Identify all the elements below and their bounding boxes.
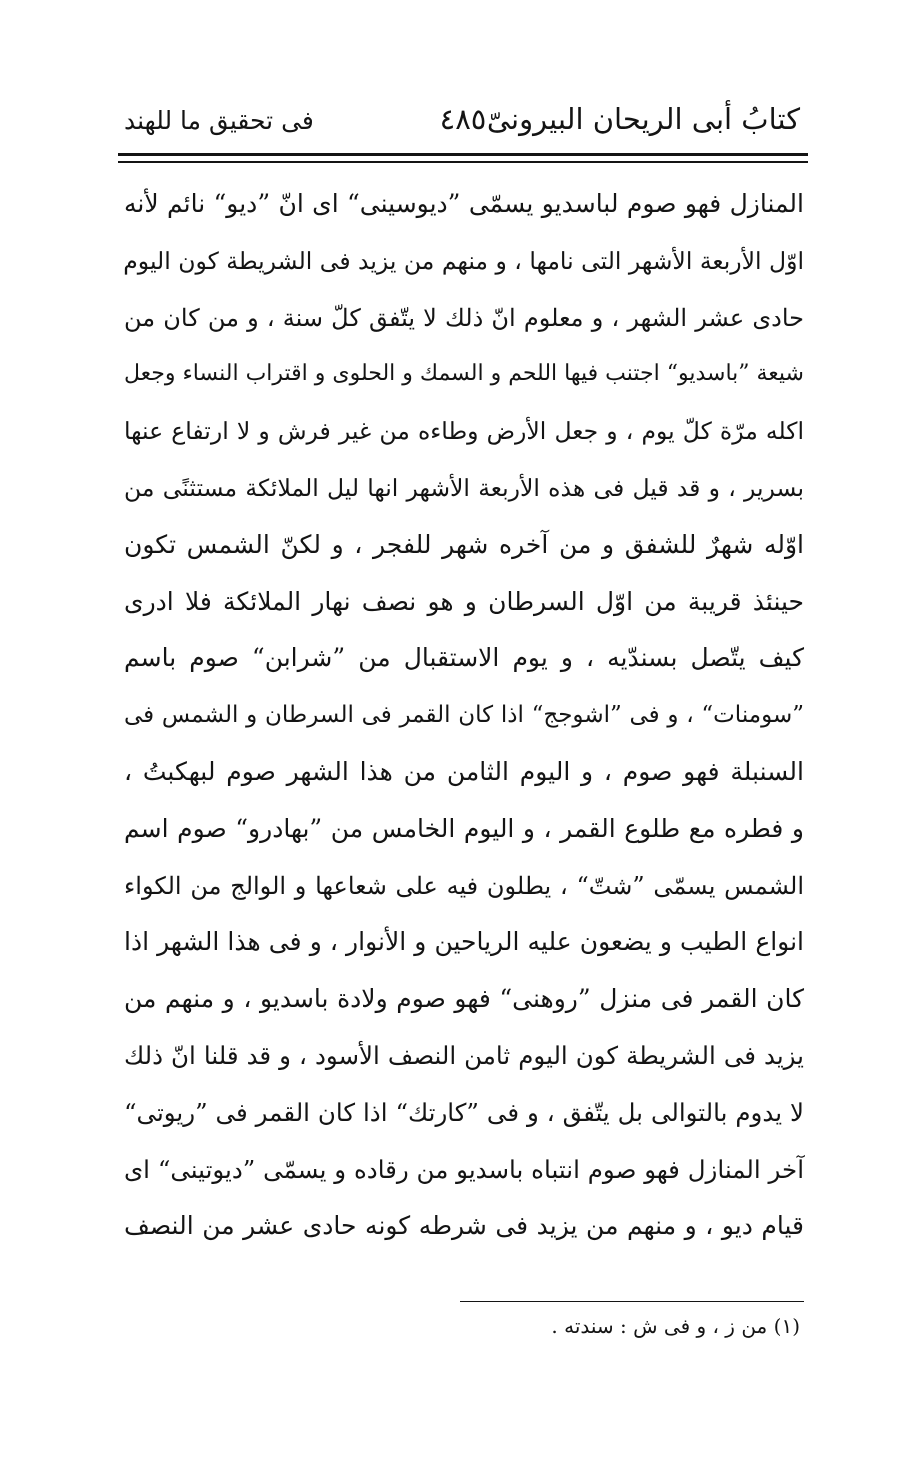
text-line: حينئذ قريبة من اوّل السرطان و هو نصف نهار الملائكة فلا ادرى bbox=[124, 586, 804, 616]
text-line: كان القمر فى منزل ”روهنى“ فهو صوم ولادة باسديو ، و منهم من bbox=[124, 984, 804, 1014]
footnote: (١) من ز ، و فى ش : سندته . bbox=[551, 1314, 800, 1338]
text-line: انواع الطيب و يضعون عليه الرياحين و الأنوار ، و فى هذا الشهر اذا bbox=[124, 927, 804, 957]
text-line: لا يدوم بالتوالى بل يتّفق ، و فى ”كارتك“ اذا كان القمر فى ”ريوتى“ bbox=[124, 1097, 804, 1127]
header-rule-thin bbox=[118, 161, 808, 163]
text-line: آخر المنازل فهو صوم انتباه باسديو من رقاده و يسمّى ”ديوتينى“ اى bbox=[124, 1154, 804, 1184]
text-line: اوّله شهرٌ للشفق و من آخره شهر للفجر ، و لكنّ الشمس تكون bbox=[124, 529, 804, 559]
text-line: يزيد فى الشريطة كون اليوم ثامن النصف الأسود ، و قد قلنا انّ ذلك bbox=[124, 1040, 804, 1070]
page-number: ٤٨٥ bbox=[439, 102, 487, 136]
text-line: حادى عشر الشهر ، و معلوم انّ ذلك لا يتّفق كلّ سنة ، و من كان من bbox=[124, 303, 804, 332]
text-line: الشمس يسمّى ”شتّ“ ، يطلون فيه على شعاعها و الوالج من الكواء bbox=[124, 871, 804, 900]
text-line: قيام ديو ، و منهم من يزيد فى شرطه كونه حادى عشر من النصف bbox=[124, 1211, 804, 1241]
text-line: اكله مرّة كلّ يوم ، و جعل الأرض وطاءه من غير فرش و لا ارتفاع عنها bbox=[124, 417, 804, 446]
footnote-rule bbox=[460, 1301, 804, 1302]
text-line: المنازل فهو صوم لباسديو يسمّى ”ديوسينى“ اى انّ ”ديو“ نائم لأنه bbox=[124, 189, 804, 218]
header-rule-thick bbox=[118, 153, 808, 156]
text-line: ”سومنات“ ، و فى ”اشوجج“ اذا كان القمر فى السرطان و الشمس فى bbox=[124, 702, 804, 729]
text-line: و فطره مع طلوع القمر ، و اليوم الخامس من ”بهادرو“ صوم اسم bbox=[124, 813, 804, 843]
body-text bbox=[124, 176, 804, 1255]
text-line: السنبلة فهو صوم ، و اليوم الثامن من هذا الشهر صوم لبهكبتُ ، bbox=[124, 756, 804, 786]
running-header bbox=[118, 96, 808, 152]
text-line: بسرير ، و قد قيل فى هذه الأربعة الأشهر انها ليل الملائكة مستثنًى من bbox=[124, 473, 804, 502]
header-subtitle: فى تحقيق ما للهند bbox=[124, 106, 314, 135]
text-line: شيعة ”باسديو“ اجتنب فيها اللحم و السمك و الحلوى و اقتراب النساء وجعل bbox=[123, 361, 804, 387]
text-line: اوّل الأربعة الأشهر التى نامها ، و منهم من يزيد فى الشريطة كون اليوم bbox=[123, 246, 804, 275]
header-book-title: كتابُ أبى الريحان البيرونىّ bbox=[486, 102, 800, 136]
text-line: كيف يتّصل بسندّيه ، و يوم الاستقبال من ”شرابن“ صوم باسم bbox=[124, 643, 804, 673]
